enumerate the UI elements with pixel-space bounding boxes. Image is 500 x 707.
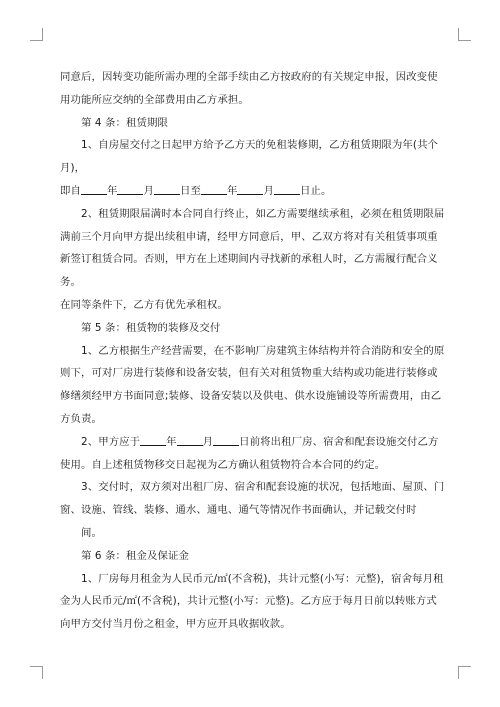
article-5-clause-2 — [60, 431, 445, 477]
blank-line — [237, 184, 263, 195]
crop-mark-top-left — [30, 28, 43, 41]
article-4-clause-3: 在同等条件下，乙方有优先承租权。 — [60, 298, 228, 311]
text-fragment: 日前将出租厂房、宿舍和配套设施交付乙方使用。自上述租赁物移交日起视为乙方确认租赁物符合本合同的约定。 — [60, 435, 439, 471]
article-4-title: 第 4 条：租赁期限 — [81, 116, 168, 129]
document-body — [60, 66, 445, 636]
article-6-title: 第 6 条：租金及保证金 — [81, 549, 189, 562]
text-fragment: 2、甲方应于 — [81, 435, 141, 448]
blank-line — [274, 184, 300, 195]
crop-mark-bottom-right — [458, 666, 471, 679]
blank-line — [201, 184, 227, 195]
article-4-clause-1: 1、自房屋交付之日起甲方给予乙方天的免租装修期，乙方租赁期限为年(共个月)， — [60, 139, 439, 175]
text-fragment: 日止。 — [299, 184, 332, 197]
text-fragment: 即自 — [60, 184, 81, 197]
blank-line — [154, 184, 180, 195]
blank-line — [177, 435, 203, 446]
article-5-clause-3-end: 间。 — [81, 526, 102, 539]
crop-mark-top-right — [458, 28, 471, 41]
article-4-clause-1-dates — [60, 180, 445, 203]
article-5-title: 第 5 条：租赁物的装修及交付 — [81, 321, 221, 334]
article-6-clause-1: 1、厂房每月租金为人民币元/㎡(不含税)，共计元整(小写：元整)，宿舍每月租金为人民币元/㎡(不含税)，共计元整(小写：元整)。乙方应于每月日前以转账方式向甲方交付当月份之租金，甲方应开具收据收款。 — [60, 572, 444, 631]
article-5-clause-1: 1、乙方根据生产经营需要，在不影响厂房建筑主体结构并符合消防和安全的原则下，可对厂房进行装修和设备安装，但有关对租赁物重大结构或功能进行装修或修缮须经甲方书面同意;装修、设备安装以及供电、供水设施铺设等所需费用，由乙方负责。 — [60, 344, 445, 425]
text-fragment: 年 — [166, 435, 177, 448]
article-5-clause-3: 3、交付时，双方须对出租厂房、宿舍和配套设施的状况，包括地面、屋顶、门窗、设施、管线、装修、通水、通电、通气等情况作书面确认，并记载交付时 — [60, 481, 445, 517]
blank-line — [117, 184, 143, 195]
article-4-clause-2: 2、租赁期限届满时本合同自行终止，如乙方需要继续承租，必须在租赁期限届满前三个月向甲方提出续租申请，经甲方同意后，甲、乙双方将对有关租赁事项重新签订租赁合同。否则，甲方在上述期间内寻找新的承租人时，乙方需履行配合义务。 — [60, 207, 445, 289]
text-fragment: 月 — [263, 184, 274, 197]
text-fragment: 年 — [106, 184, 118, 197]
text-fragment: 月 — [202, 435, 214, 448]
blank-line — [140, 435, 166, 446]
blank-line — [81, 184, 107, 195]
paragraph-continuation: 同意后，因转变功能所需办理的全部手续由乙方按政府的有关规定申报，因改变使用功能所应交纳的全部费用由乙方承担。 — [60, 71, 438, 106]
text-fragment: 年 — [226, 184, 238, 197]
crop-mark-bottom-left — [30, 666, 43, 679]
text-fragment: 日至 — [179, 184, 201, 197]
blank-line — [213, 435, 239, 446]
text-fragment: 月 — [143, 184, 154, 197]
